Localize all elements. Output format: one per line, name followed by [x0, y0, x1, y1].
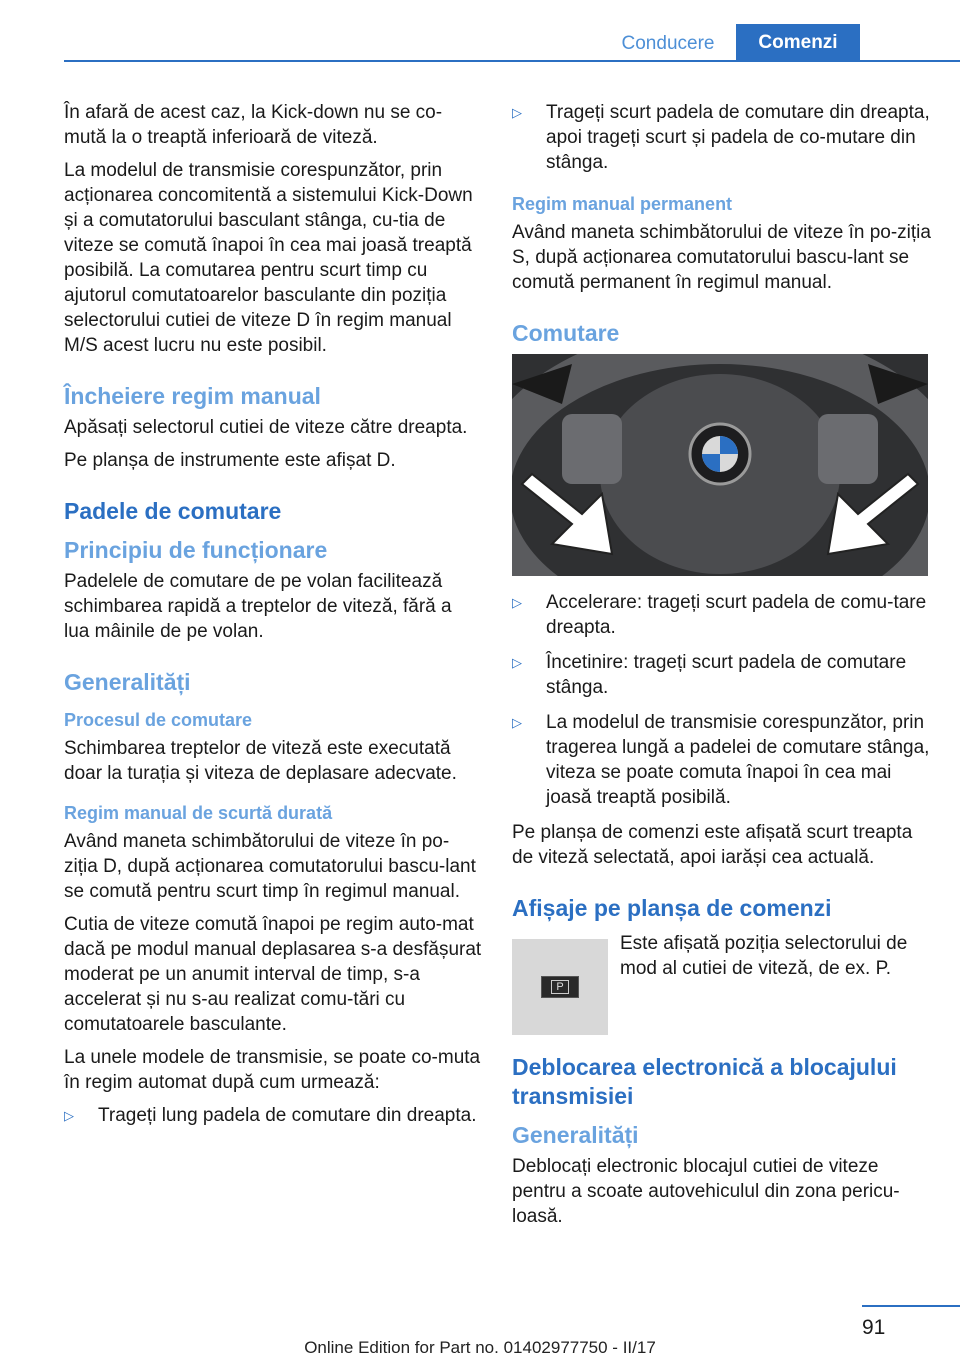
- paragraph: Cutia de viteze comută înapoi pe regim auto‐mat dacă pe modul manual deplasarea s-a desfășurat moderat pe un anumit interval de timp, s-a accelerat și nu s-au realizat comu‐tări cu comutatoarele basculante.: [64, 914, 482, 1035]
- paragraph: Având maneta schimbătorului de viteze în po‐ziția S, după acționarea comutatorului bascu‐lant se comută permanent în regimul manual.: [512, 222, 931, 293]
- heading-general: Generalități: [64, 669, 191, 695]
- list-item: ▷ La modelul de transmisie corespunzător, prin tragerea lungă a padelei de comutare stânga, viteza se poate comuta înapoi în cea mai joasă treaptă posibilă.: [512, 712, 930, 808]
- paragraph: Padelele de comutare de pe volan facilitează schimbarea rapidă a treptelor de viteză, fără a lua mâinile de pe volan.: [64, 571, 452, 642]
- gear-display-image: [512, 939, 608, 1035]
- gear-indicator: P: [541, 976, 579, 998]
- list-item: ▷ Încetinire: trageți scurt padela de comutare stânga.: [512, 652, 907, 698]
- list-item: ▷ Trageți scurt padela de comutare din dreapta, apoi trageți scurt și padela de co‐mutare din stânga.: [512, 102, 930, 173]
- paragraph: Este afișată poziția selectorului de mod al cutiei de viteză, de ex. P.: [620, 933, 908, 979]
- paragraph: La modelul de transmisie corespunzător, prin acționarea concomitentă a sistemului Kick-Down și a comutatorului basculant stânga, cu‐tia de viteze se comută înapoi în cea mai joasă treaptă posibilă. La comutarea pentru scurt timp cu ajutorul comutatoarelor basculante din poziția selectorului cutiei de viteze D în regim manual M/S acest lucru nu este posibil.: [64, 160, 473, 356]
- triangle-right-icon: ▷: [512, 655, 522, 670]
- heading-end-manual: Încheiere regim manual: [64, 383, 321, 409]
- heading-process: Procesul de comutare: [64, 710, 253, 730]
- right-column: [512, 100, 932, 1237]
- paragraph: Deblocați electronic blocajul cutiei de viteze pentru a scoate autovehiculul din zona pericu‐loasă.: [512, 1156, 900, 1227]
- display-row: [512, 933, 932, 1035]
- paragraph: Având maneta schimbătorului de viteze în po‐ziția D, după acționarea comutatorului bascu‐lant se comută pentru scurt timp în regimul manual.: [64, 831, 476, 902]
- footer-rule: [862, 1305, 960, 1307]
- tab-comenzi[interactable]: Comenzi: [736, 24, 860, 62]
- heading-permanent: Regim manual permanent: [512, 194, 733, 214]
- paragraph: Schimbarea treptelor de viteză este executată doar la turația și viteza de deplasare adecvate.: [64, 738, 457, 784]
- triangle-right-icon: ▷: [512, 715, 522, 730]
- paragraph: Pe planșa de comenzi este afișată scurt treapta de viteză selectată, apoi iarăși cea actuală.: [512, 822, 913, 868]
- list-item: ▷ Accelerare: trageți scurt padela de comu‐tare dreapta.: [512, 592, 927, 638]
- heading-general-2: Generalități: [512, 1122, 639, 1148]
- heading-short-manual: Regim manual de scurtă durată: [64, 803, 333, 823]
- heading-paddles: Padele de comutare: [64, 498, 282, 524]
- steering-wheel-image: [512, 354, 928, 576]
- heading-display: Afișaje pe planșa de comenzi: [512, 895, 832, 921]
- triangle-right-icon: ▷: [64, 1108, 74, 1123]
- triangle-right-icon: ▷: [512, 105, 522, 120]
- heading-unlock: Deblocarea electronică a blocajului transmisiei: [512, 1054, 897, 1109]
- heading-shift: Comutare: [512, 320, 620, 346]
- page-number: 91: [862, 1316, 886, 1339]
- edition-footer: Online Edition for Part no. 01402977750 - II/17: [304, 1338, 656, 1357]
- paragraph: Pe planșa de instrumente este afișat D.: [64, 450, 396, 471]
- triangle-right-icon: ▷: [512, 595, 522, 610]
- paragraph: Apăsați selectorul cutiei de viteze către dreapta.: [64, 417, 468, 438]
- heading-principle: Principiu de funcționare: [64, 537, 328, 563]
- tab-conducere[interactable]: Conducere: [621, 33, 715, 54]
- paragraph: La unele modele de transmisie, se poate co‐muta în regim automat după cum urmează:: [64, 1047, 481, 1093]
- paragraph: În afară de acest caz, la Kick-down nu se co‐mută la o treaptă inferioară de viteză.: [64, 102, 443, 148]
- list-item: ▷ Trageți lung padela de comutare din dreapta.: [64, 1105, 477, 1126]
- left-column: [64, 100, 482, 1138]
